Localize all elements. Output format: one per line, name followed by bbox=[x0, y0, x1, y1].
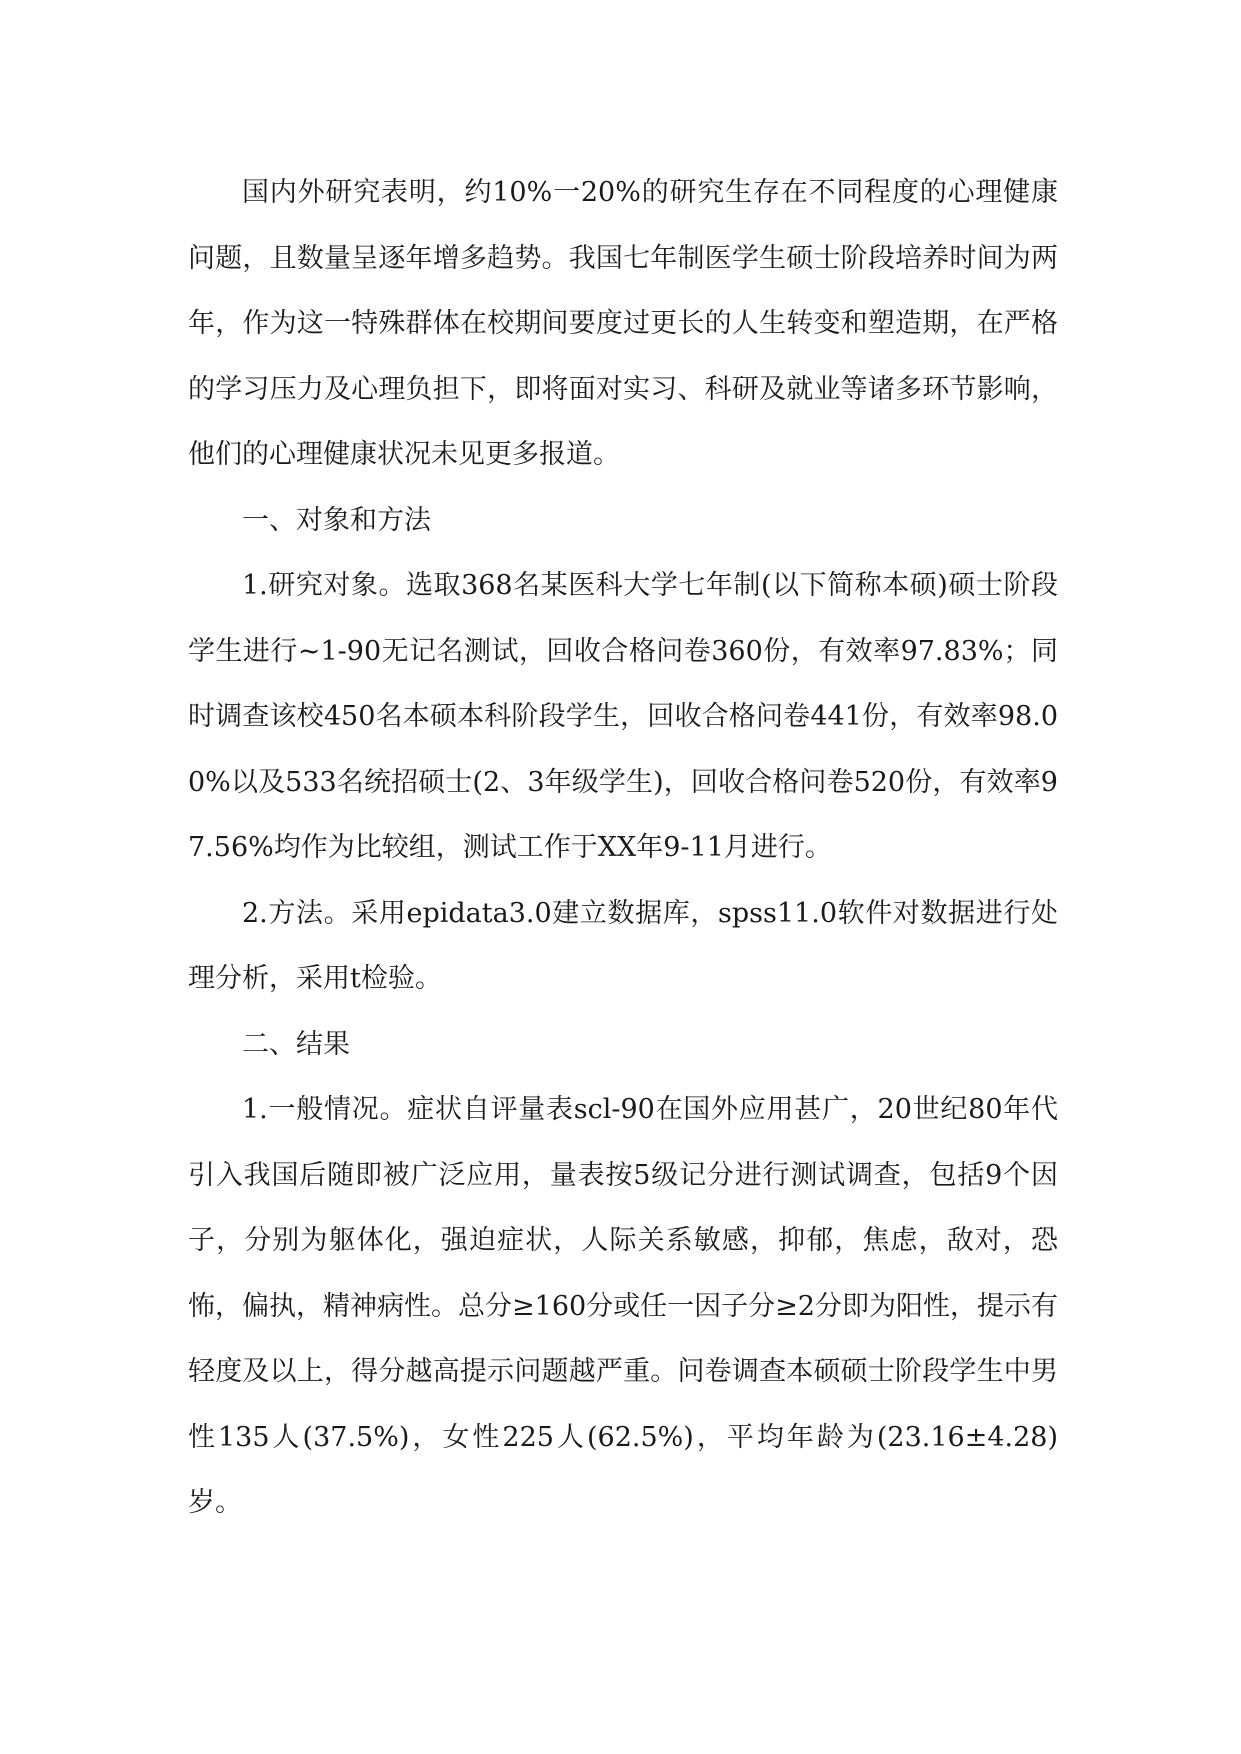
general-results-paragraph: 1.一般情况。症状自评量表scl-90在国外应用甚广，20世纪80年代引入我国后随即被广泛应用，量表按5级记分进行测试调查，包括9个因子，分别为躯体化，强迫症状，人际关系敏感，抑郁，焦虑，敌对，恐怖，偏执，精神病性。总分≥160分或任一因子分≥2分即为阳性，提示有轻度及以上，得分越高提示问题越严重。问卷调查本硕硕士阶段学生中男性135人(37.5%)，女性225人(62.5%)，平均年龄为(23.16±4.28)岁。 bbox=[188, 1094, 1058, 1518]
intro-paragraph: 国内外研究表明，约10%一20%的研究生存在不同程度的心理健康问题，且数量呈逐年增多趋势。我国七年制医学生硕士阶段培养时间为两年，作为这一特殊群体在校期间要度过更长的人生转变和塑造期，在严格的学习压力及心理负担下，即将面对实习、科研及就业等诸多环节影响，他们的心理健康状况未见更多报道。 bbox=[188, 177, 1058, 470]
methods-paragraph: 2.方法。采用epidata3.0建立数据库，spss11.0软件对数据进行处理分析，采用t检验。 bbox=[188, 897, 1058, 994]
document-body bbox=[188, 160, 1058, 1536]
section-heading-methods: 一、对象和方法 bbox=[242, 504, 431, 536]
subjects-paragraph: 1.研究对象。选取368名某医科大学七年制(以下简称本硕)硕士阶段学生进行~1-90无记名测试，回收合格问卷360份，有效率97.83%；同时调查该校450名本硕本科阶段学生，回收合格问卷441份，有效率98.00%以及533名统招硕士(2、3年级学生)，回收合格问卷520份，有效率97.56%均作为比较组，测试工作于XX年9-11月进行。 bbox=[188, 570, 1058, 863]
section-heading-results: 二、结果 bbox=[242, 1028, 350, 1060]
